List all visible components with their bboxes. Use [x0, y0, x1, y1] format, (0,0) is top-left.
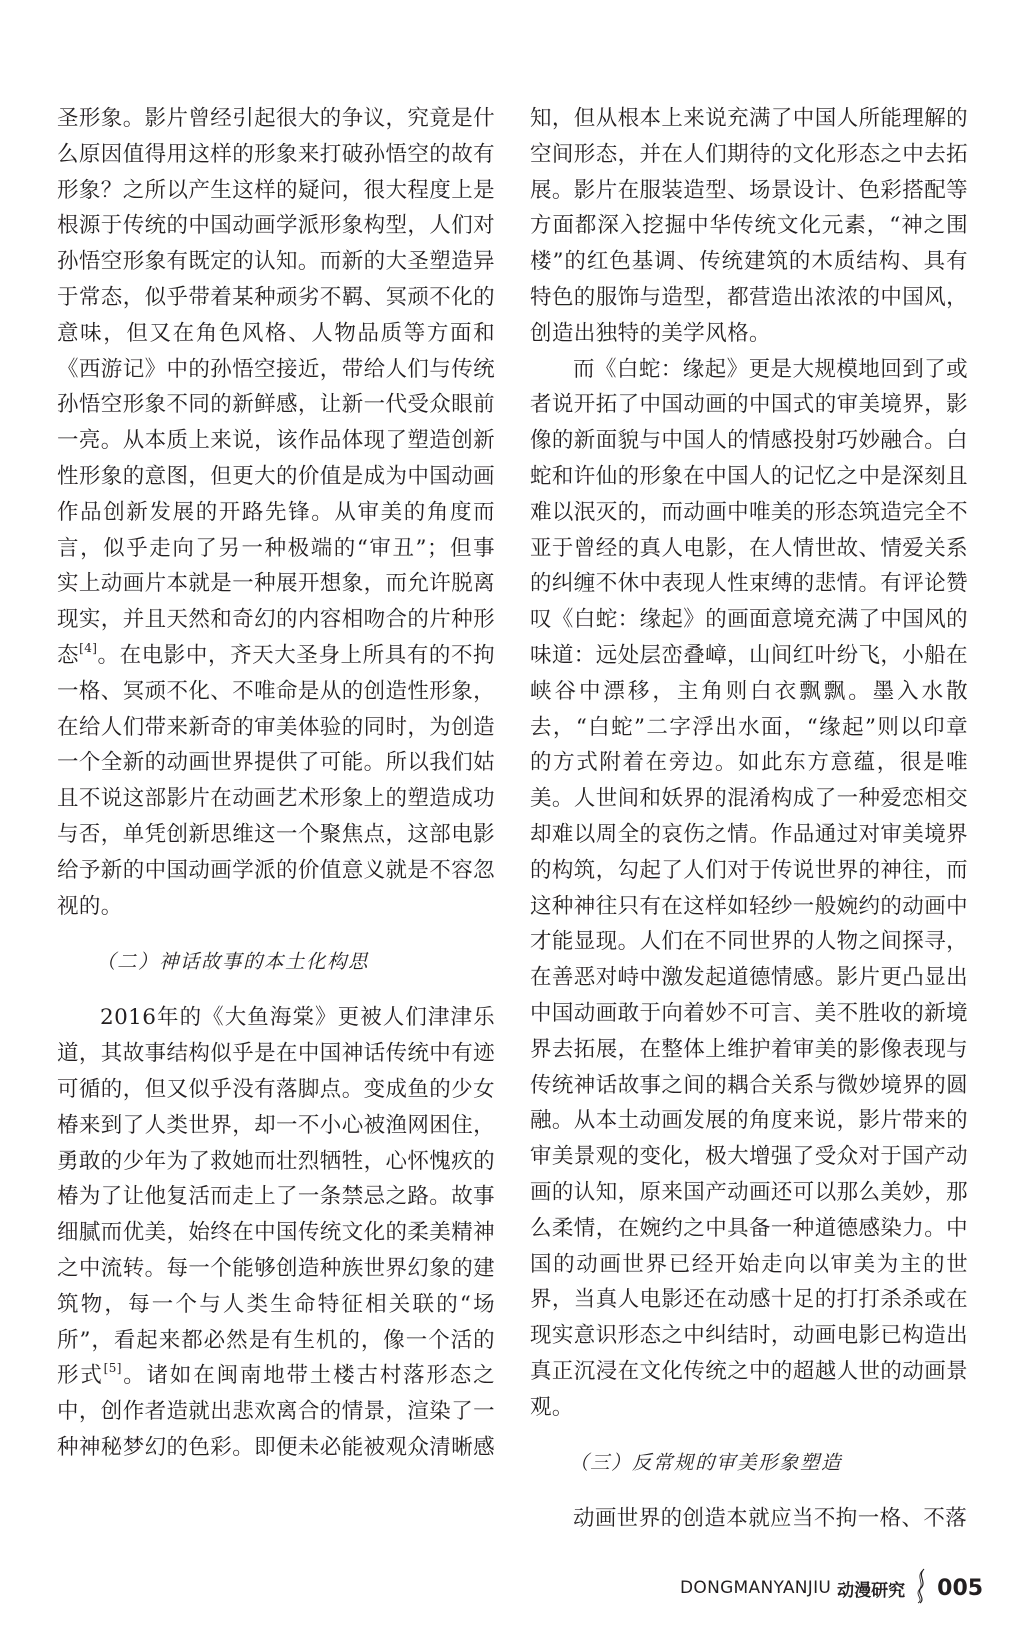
citation-ref: [5]: [103, 1361, 122, 1376]
citation-ref: [4]: [79, 640, 98, 655]
journal-name-cn: 动漫研究: [837, 1580, 906, 1601]
paragraph: 而《白蛇：缘起》更是大规模地回到了或者说开拓了中国动画的中国式的审美境界，影像的新面貌与中国人的情感投射巧妙融合。白蛇和许仙的形象在中国人的记忆之中是深刻且难以泯灭的，而动画中唯美的形态筑造完全不亚于曾经的真人电影，在人情世故、情爱关系的纠缠不休中表现人性束缚的悲情。有评论赞叹《白蛇：缘起》的画面意境充满了中国风的味道：远处层峦叠嶂，山间红叶纷飞，小船在峡谷中漂移，主角则白衣飘飘。墨入水散去，“白蛇”二字浮出水面，“缘起”则以印章的方式附着在旁边。如此东方意蕴，很是唯美。人世间和妖界的混淆构成了一种爱恋相交却难以周全的哀伤之情。作品通过对审美境界的构筑，勾起了人们对于传说世界的神往，而这种神往只有在这样如轻纱一般婉约的动画中才能显现。人们在不同世界的人物之间探寻，在善恶对峙中激发起道德情感。影片更凸显出中国动画敢于向着妙不可言、美不胜收的新境界去拓展，在整体上维护着审美的影像表现与传统神话故事之间的耦合关系与微妙境界的圆融。从本土动画发展的角度来说，影片带来的审美景观的变化，极大增强了受众对于国产动画的认知，原来国产动画还可以那么美妙，那么柔情，在婉约之中具备一种道德感染力。中国的动画世界已经开始走向以审美为主的世界，当真人电影还在动感十足的打打杀杀或在现实意识形态之中纠结时，动画电影已构造出真正沉浸在文化传统之中的超越人世的动画景观。: [530, 356, 969, 1420]
paragraph-continued: 圣形象。影片曾经引起很大的争议，究竟是什么原因值得用这样的形象来打破孙悟空的故有形象？之所以产生这样的疑问，很大程度上是根源于传统的中国动画学派形象构型，人们对孙悟空形象有既定的认知。而新的大圣塑造异于常态，似乎带着某种顽劣不羁、冥顽不化的意味，但又在角色风格、人物品质等方面和《西游记》中的孙悟空接近，带给人们与传统孙悟空形象不同的新鲜感，让新一代受众眼前一亮。从本质上来说，该作品体现了塑造创新性形象的意图，但更大的价值是成为中国动画作品创新发展的开路先锋。从审美的角度而言，似乎走向了另一种极端的“审丑”；但事实上动画片本就是一种展开想象，而允许脱离现实，并且天然和奇幻的内容相吻合的片种形态[4]。在电影中，齐天大圣身上所具有的不拘一格、冥顽不化、不唯命是从的创造性形象，在给人们带来新奇的审美体验的同时，为创造一个全新的动画世界提供了可能。所以我们姑且不说这部影片在动画艺术形象上的塑造成功与否，单凭创新思维这一个聚焦点，这部电影给予新的中国动画学派的价值意义就是不容忽视的。: [57, 106, 496, 919]
journal-name-pinyin: DONGMANYANJIU: [680, 1578, 832, 1598]
paragraph: 动画世界的创造本就应当不拘一格、不落: [573, 1506, 968, 1532]
page-number: 005: [937, 1575, 984, 1601]
paragraph-continued: 知，但从根本上来说充满了中国人所能理解的空间形态，并在人们期待的文化形态之中去拓展。影片在服装造型、场景设计、色彩搭配等方面都深入挖掘中华传统文化元素，“神之围楼”的红色基调、传统建筑的木质结构、具有特色的服饰与造型，都营造出浓浓的中国风，创造出独特的美学风格。: [530, 106, 969, 346]
left-column: [57, 101, 495, 1466]
section-heading-2: （二）神话故事的本土化构思: [96, 950, 370, 974]
right-column: [530, 101, 968, 1537]
page-footer: [680, 1568, 983, 1608]
decorative-swirl-icon: [915, 1568, 929, 1608]
paragraph: 2016年的《大鱼海棠》更被人们津津乐道，其故事结构似乎是在中国神话传统中有迹可循的，但又似乎没有落脚点。变成鱼的少女椿来到了人类世界，却一不小心被渔网困住，勇敢的少年为了救她而壮烈牺牲，心怀愧疚的椿为了让他复活而走上了一条禁忌之路。故事细腻而优美，始终在中国传统文化的柔美精神之中流转。每一个能够创造种族世界幻象的建筑物，每一个与人类生命特征相关联的“场所”，看起来都必然是有生机的，像一个活的形式[5]。诸如在闽南地带土楼古村落形态之中，创作者造就出悲欢离合的情景，渲染了一种神秘梦幻的色彩。即便未必能被观众清晰感: [57, 1005, 496, 1460]
section-heading-3: （三）反常规的审美形象塑造: [569, 1451, 843, 1475]
